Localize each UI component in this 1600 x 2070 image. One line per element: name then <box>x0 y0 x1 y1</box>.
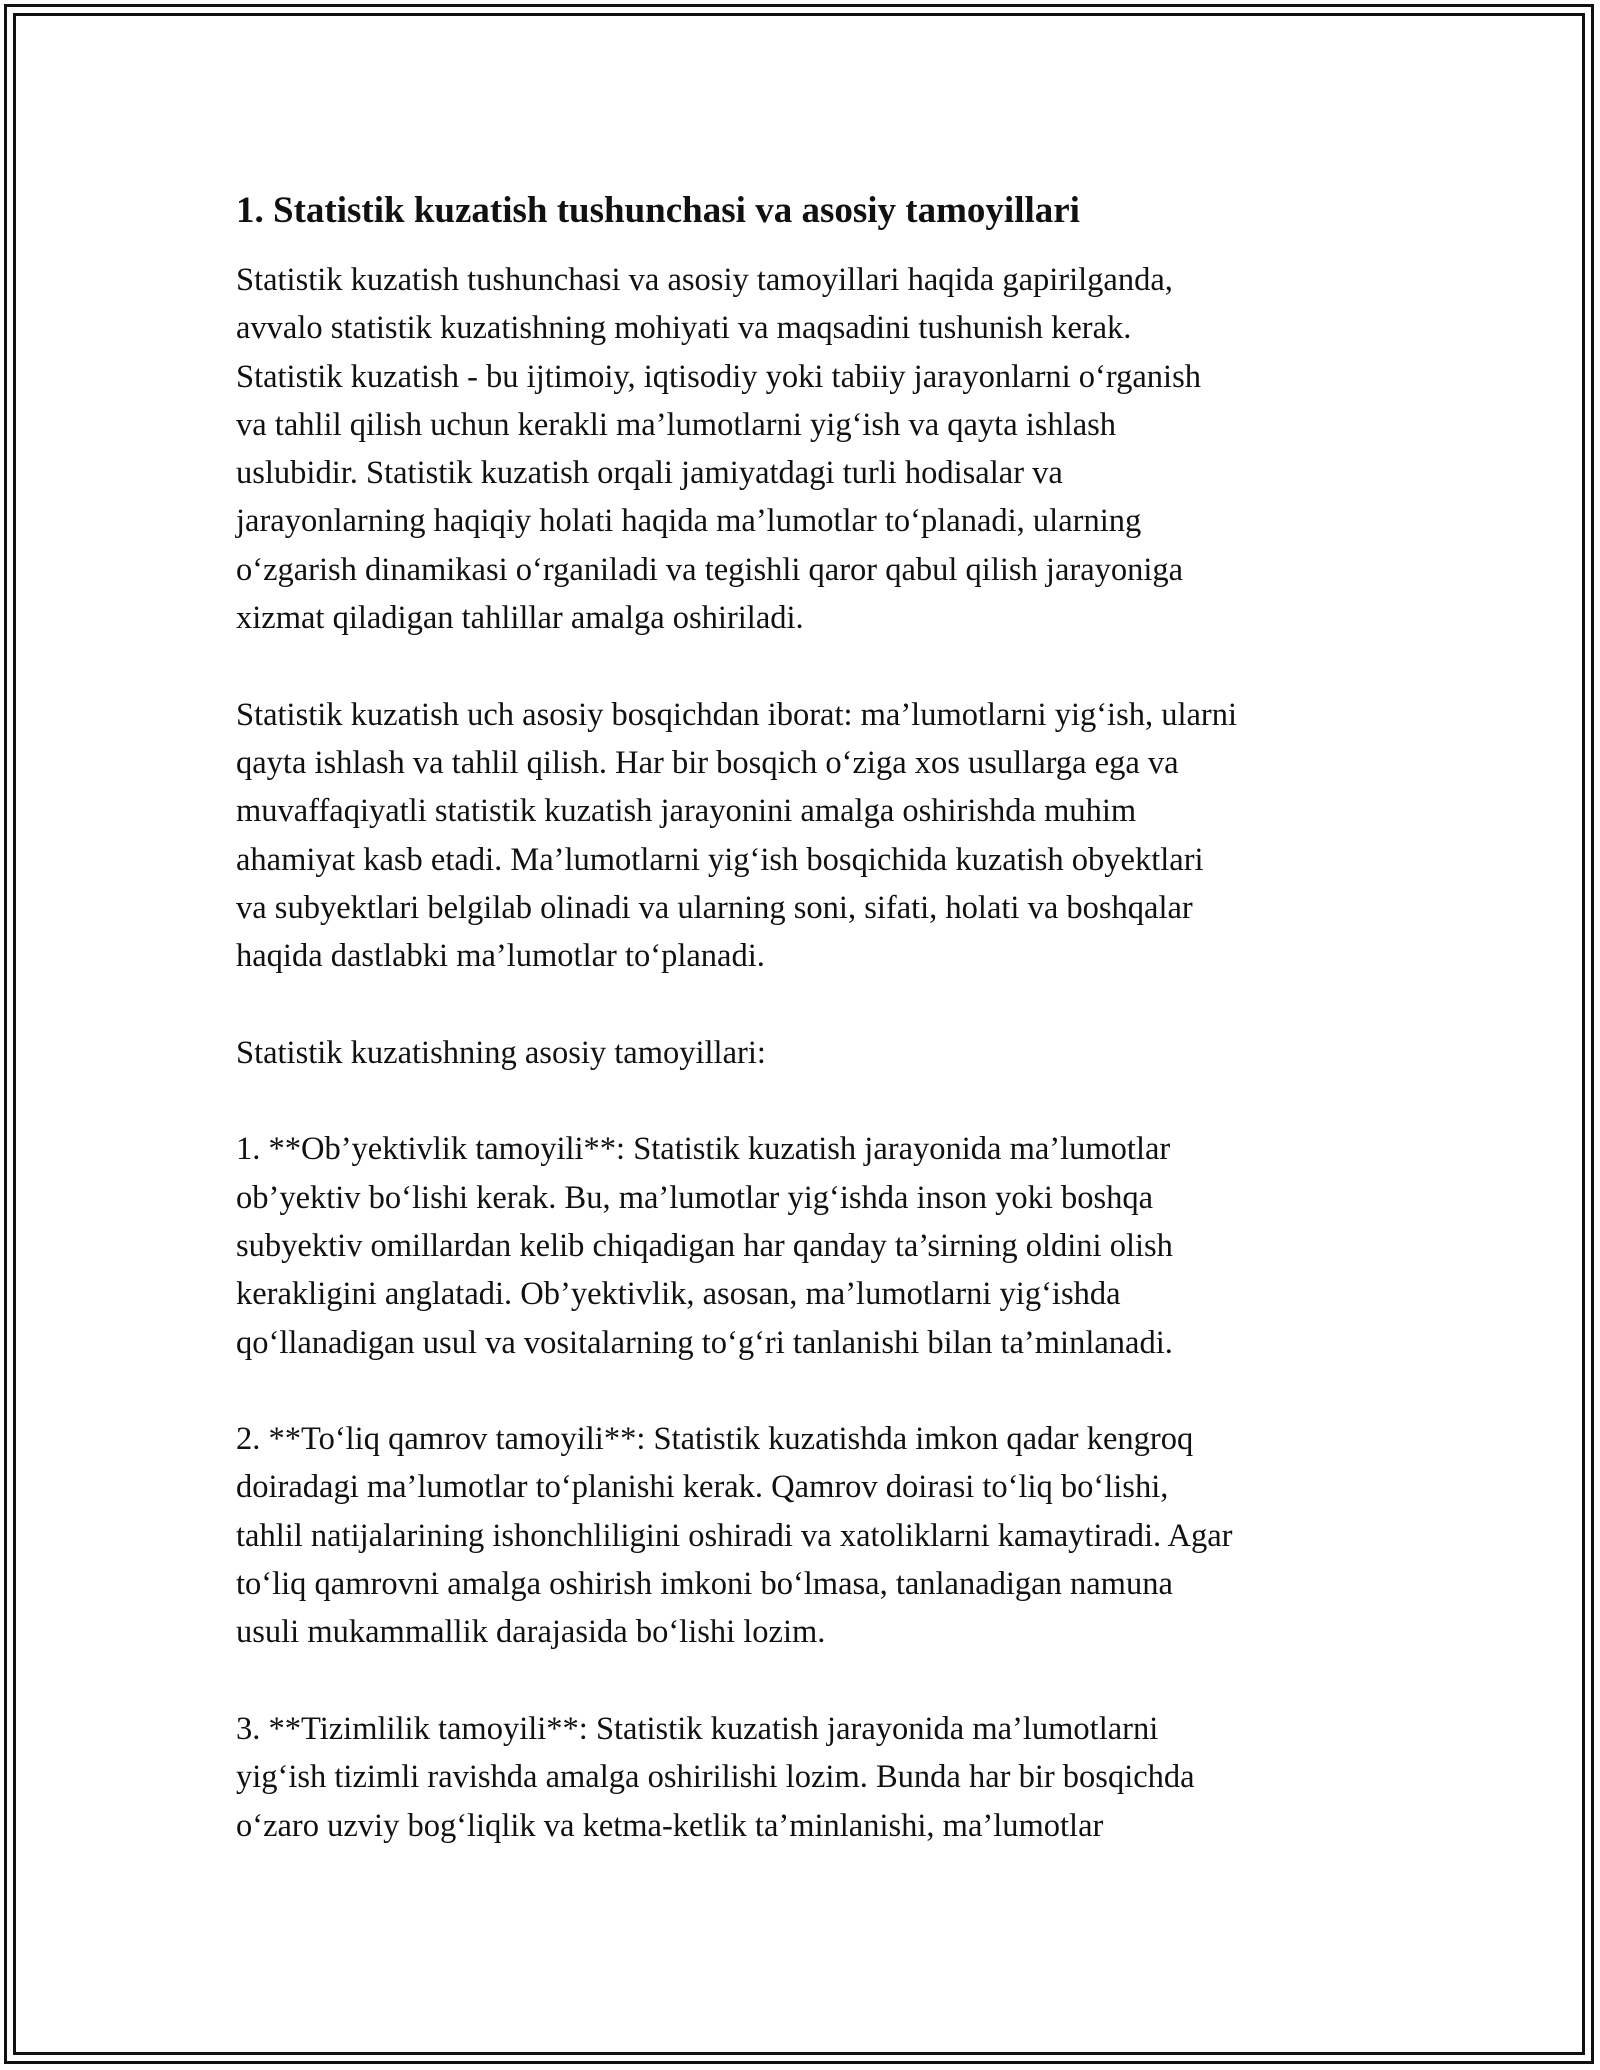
list-item-systematic: 3. **Tizimlilik tamoyili**: Statistik kuzatish jarayonida ma’lumotlarni yig‘ish tizimli ravishda amalga oshirilishi lozim. Bunda har bir bosqichda o‘zaro uzviy bog‘liqlik va ketma-ketlik ta’minlanishi, ma’lumotlar <box>236 1710 1195 1844</box>
paragraph-principles-lead: Statistik kuzatishning asosiy tamoyillari: <box>236 1034 766 1071</box>
document-heading: 1. Statistik kuzatish tushunchasi va asosiy tamoyillari <box>236 190 1080 231</box>
paragraph-stages: Statistik kuzatish uch asosiy bosqichdan iborat: ma’lumotlarni yig‘ish, ularni qayta ishlash va tahlil qilish. Har bir bosqich o‘ziga xos usullarga ega va muvaffaqiyatli statistik kuzatish jarayonini amalga oshirishda muhim ahamiyat kasb etadi. Ma’lumotlarni yig‘ish bosqichida kuzatish obyektlari va subyektlari belgilab olinadi va ularning soni, sifati, holati va boshqalar haqida dastlabki ma’lumotlar to‘planadi. <box>236 696 1238 975</box>
paragraph-intro: Statistik kuzatish tushunchasi va asosiy tamoyillari haqida gapirilganda, avvalo statistik kuzatishning mohiyati va maqsadini tushunish kerak. Statistik kuzatish - bu ijtimoiy, iqtisodiy yoki tabiiy jarayonlarni o‘rganish va tahlil qilish uchun kerakli ma’lumotlarni yig‘ish va qayta ishlash uslubidir. Statistik kuzatish orqali jamiyatdagi turli hodisalar va jarayonlarning haqiqiy holati haqida ma’lumotlar to‘planadi, ularning o‘zgarish dinamikasi o‘rganiladi va tegishli qaror qabul qilish jarayoniga xizmat qiladigan tahlillar amalga oshiriladi. <box>236 262 1201 637</box>
document-body <box>236 186 1376 1850</box>
list-item-full-coverage: 2. **To‘liq qamrov tamoyili**: Statistik kuzatishda imkon qadar kengroq doiradagi ma’lumotlar to‘planishi kerak. Qamrov doirasi to‘liq bo‘lishi, tahlil natijalarining ishonchliligini oshiradi va xatoliklarni kamaytiradi. Agar to‘liq qamrovni amalga oshirish imkoni bo‘lmasa, tanlanadigan namuna usuli mukammallik darajasida bo‘lishi lozim. <box>236 1421 1233 1651</box>
list-item-objectivity: 1. **Ob’yektivlik tamoyili**: Statistik kuzatish jarayonida ma’lumotlar ob’yektiv bo‘lishi kerak. Bu, ma’lumotlar yig‘ishda inson yoki boshqa subyektiv omillardan kelib chiqadigan har qanday ta’sirning oldini olish kerakligini anglatadi. Ob’yektivlik, asosan, ma’lumotlarni yig‘ishda qo‘llanadigan usul va vositalarning to‘g‘ri tanlanishi bilan ta’minlanadi. <box>236 1131 1173 1361</box>
